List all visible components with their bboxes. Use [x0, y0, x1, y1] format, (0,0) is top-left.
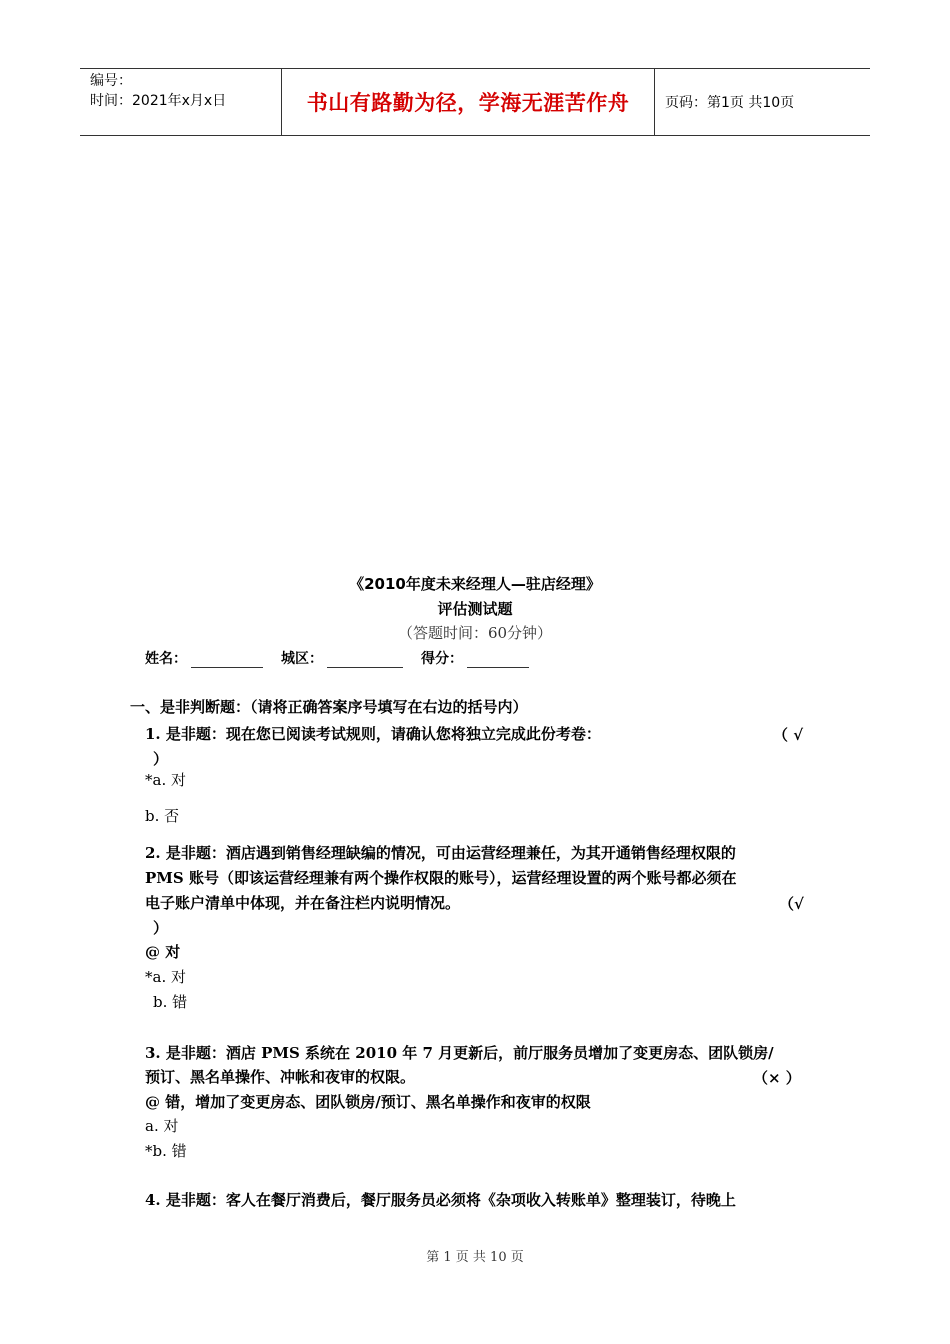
header-meta [80, 69, 282, 135]
document-title: 《2010年度未来经理人—驻店经理》 [349, 575, 601, 593]
score-field[interactable] [467, 653, 529, 668]
score-label: 得分： [421, 651, 463, 667]
q2-bracket-close: ） [153, 919, 169, 937]
page-header [80, 68, 870, 136]
header-page-label: 页码：第1页 共10页 [665, 95, 795, 111]
q2-text-line1: 2. 是非题：酒店遇到销售经理缺编的情况，可由运营经理兼任，为其开通销售经理权限的 [145, 844, 736, 862]
q3-text-line2: 预订、黑名单操作、冲帐和夜审的权限。 [145, 1068, 416, 1086]
q1-bracket-close: ） [153, 750, 169, 768]
q1-answer-bracket: （ √ [773, 726, 804, 744]
q2-option-a: *a. 对 [145, 968, 186, 986]
page-footer: 第 1 页 共 10 页 [426, 1250, 524, 1265]
q3-option-b: *b. 错 [145, 1142, 187, 1160]
q1-text: 1. 是非题：现在您已阅读考试规则，请确认您将独立完成此份考卷： [145, 725, 601, 743]
q2-answer-bracket: （√ [779, 895, 804, 913]
document-subtitle: 评估测试题 [437, 600, 513, 618]
header-motto: 书山有路勤为径，学海无涯苦作舟 [282, 69, 655, 135]
candidate-fields [145, 648, 547, 668]
section1-heading: 一、是非判断题：（请将正确答案序号填写在右边的括号内） [130, 698, 528, 716]
answer-time-note: （答题时间：60分钟） [397, 624, 553, 642]
q3-option-a: a. 对 [145, 1117, 179, 1135]
q3-answer-bracket: （× ） [753, 1069, 801, 1087]
q2-option-b: b. 错 [153, 993, 188, 1011]
name-label: 姓名： [145, 651, 187, 667]
q1-option-b: b. 否 [145, 807, 180, 825]
q2-answer-note: @ 对 [145, 943, 181, 961]
time-label: 时间：2021年x月x日 [90, 93, 227, 109]
number-label: 编号： [90, 73, 132, 89]
q3-answer-note: @ 错，增加了变更房态、团队锁房/预订、黑名单操作和夜审的权限 [145, 1093, 591, 1111]
q3-text-line1: 3. 是非题：酒店 PMS 系统在 2010 年 7 月更新后，前厅服务员增加了变更房态、团队锁房/ [145, 1044, 774, 1062]
district-label: 城区： [281, 651, 323, 667]
q1-option-a: *a. 对 [145, 771, 186, 789]
q2-text-line2: PMS 账号（即该运营经理兼有两个操作权限的账号），运营经理设置的两个账号都必须在 [145, 869, 737, 887]
name-field[interactable] [191, 653, 263, 668]
q4-text-line1: 4. 是非题：客人在餐厅消费后，餐厅服务员必须将《杂项收入转账单》整理装订，待晚上 [145, 1191, 736, 1209]
district-field[interactable] [327, 653, 403, 668]
q2-text-line3: 电子账户清单中体现，并在备注栏内说明情况。 [145, 894, 461, 912]
